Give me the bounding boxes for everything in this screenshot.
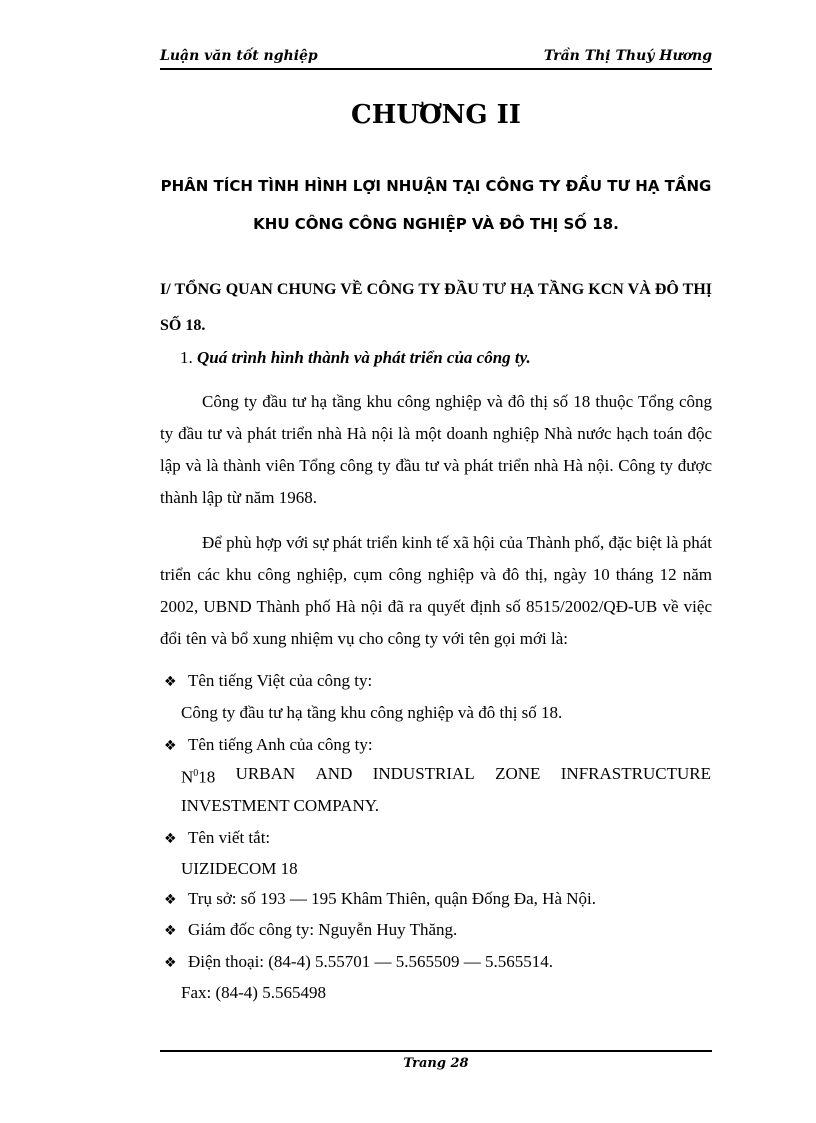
list-item-vn-name (164, 665, 372, 698)
list-item-phone (164, 946, 553, 979)
director-text: Giám đốc công ty: Nguyễn Huy Thăng. (188, 920, 458, 939)
abbreviation-value: UIZIDECOM 18 (181, 859, 298, 878)
document-title-line-2: KHU CÔNG CÔNG NGHIỆP VÀ ĐÔ THỊ SỐ 18. (253, 215, 619, 233)
section-heading: I/ TỔNG QUAN CHUNG VỀ CÔNG TY ĐẦU TƯ HẠ TẦNG KCN VÀ ĐÔ THỊ SỐ 18. (160, 281, 712, 334)
phone-text: Điện thoại: (84-4) 5.55701 — 5.565509 — 5.565514. (188, 952, 553, 971)
header-author-name: Trần Thị Thuý Hương (543, 48, 712, 64)
document-title-line-1: PHÂN TÍCH TÌNH HÌNH LỢI NHUẬN TẠI CÔNG TY ĐẦU TƯ HẠ TẦNG (160, 177, 712, 195)
diamond-bullet-icon: ❖ (164, 674, 177, 690)
subsection-text: Quá trình hình thành và phát triển của công ty. (197, 348, 531, 367)
address-text: Trụ sở: số 193 — 195 Khâm Thiên, quận Đống Đa, Hà Nội. (188, 889, 596, 908)
vn-name-label: Tên tiếng Việt của công ty: (188, 671, 373, 690)
en-name-label: Tên tiếng Anh của công ty: (188, 735, 373, 754)
footer-divider (160, 1050, 712, 1052)
list-item-director (164, 914, 457, 947)
chapter-title: CHƯƠNG II (351, 100, 521, 130)
en-name-word: ZONE (495, 764, 541, 783)
list-item-abbreviation (164, 822, 270, 855)
list-item-address (164, 883, 596, 916)
header-thesis-label: Luận văn tốt nghiệp (160, 48, 318, 64)
en-name-word: INDUSTRIAL (372, 764, 475, 783)
paragraph-renaming: Để phù hợp với sự phát triển kinh tế xã hội của Thành phố, đặc biệt là phát triển các khu công nghiệp, cụm công nghiệp và đô thị, ngày 10 tháng 12 năm 2002, UBND Thành phố Hà nội đã ra quyết định số 8515/2002/QĐ-UB về việc đổi tên và bổ xung nhiệm vụ cho công ty với tên gọi mới là: (160, 533, 712, 648)
vn-name-value: Công ty đầu tư hạ tầng khu công nghiệp và đô thị số 18. (181, 703, 563, 722)
en-name-word: INFRASTRUCTURE (560, 764, 711, 783)
subsection-number: 1. (180, 348, 193, 367)
abbreviation-label: Tên viết tắt: (188, 828, 271, 847)
en-name-word: AND (315, 764, 353, 783)
page-header (160, 46, 712, 70)
en-name-line-1 (181, 758, 711, 794)
diamond-bullet-icon: ❖ (164, 892, 177, 908)
diamond-bullet-icon: ❖ (164, 923, 177, 939)
page-number: Trang 28 (403, 1056, 469, 1071)
paragraph-company-intro: Công ty đầu tư hạ tầng khu công nghiệp và đô thị số 18 thuộc Tổng công ty đầu tư và phát triển nhà Hà nội là một doanh nghiệp Nhà nước hạch toán độc lập và là thành viên Tổng công ty đầu tư và phát triển nhà Hà nội. Công ty được thành lập từ năm 1968. (160, 392, 712, 507)
diamond-bullet-icon: ❖ (164, 738, 177, 754)
en-name-line-2: INVESTMENT COMPANY. (181, 796, 380, 815)
en-name-word: URBAN (235, 764, 296, 783)
en-name-word: $N^018$ (181, 767, 216, 787)
diamond-bullet-icon: ❖ (164, 831, 177, 847)
subsection-heading (180, 348, 531, 368)
diamond-bullet-icon: ❖ (164, 955, 177, 971)
fax-text: Fax: (84-4) 5.565498 (181, 983, 326, 1002)
